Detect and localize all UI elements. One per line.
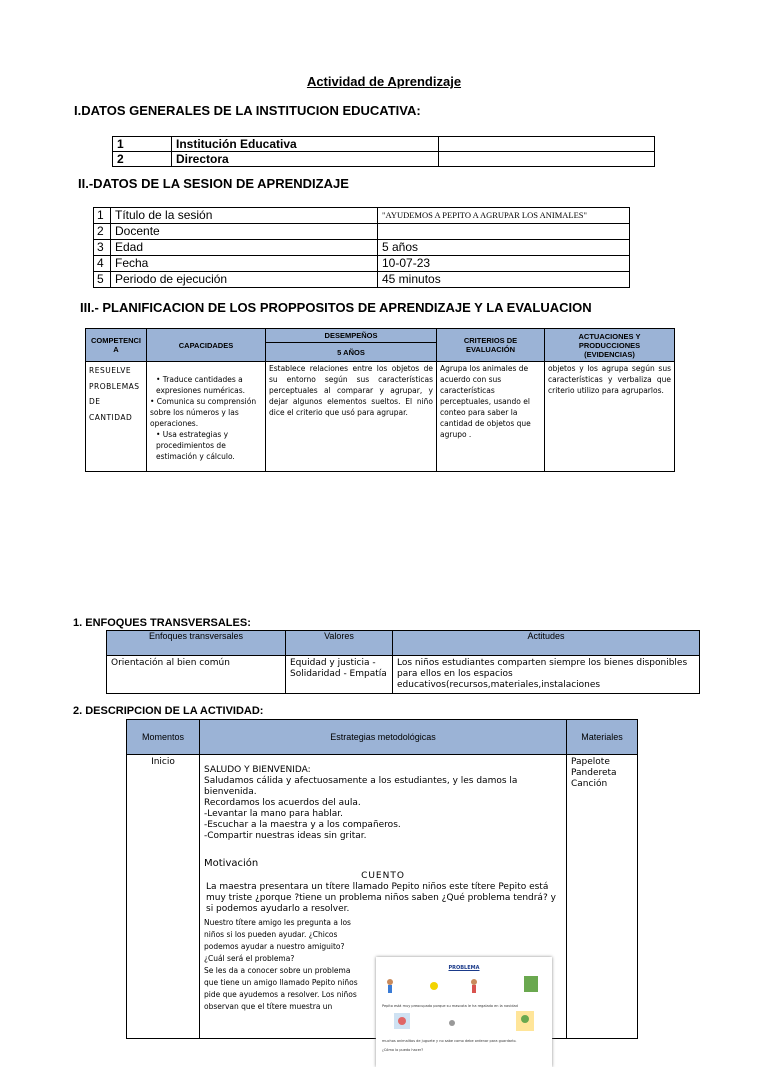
row-value: 45 minutos (378, 272, 630, 288)
row-number: 5 (94, 272, 111, 288)
competencia-line: DE (89, 397, 101, 406)
table-row (94, 224, 630, 240)
table-row (113, 137, 655, 152)
table-row (107, 656, 700, 694)
row-label: Directora (172, 152, 439, 167)
story-line: Se les da a conocer sobre un problema (204, 966, 351, 975)
strategy-line: Saludamos cálida y afectuosamente a los estudiantes, y les damos la bienvenida. (204, 776, 518, 797)
actitudes-cell: Los niños estudiantes comparten siempre los bienes disponibles para ellos en los espacios educativos(recursos,materiales,instalaciones (393, 656, 700, 694)
story-questions (204, 917, 376, 1013)
planning-table (85, 328, 675, 472)
criterio-cell: Agrupa los animales de acuerdo con sus características perceptuales, usando el conteo para saber la cantidad de objetos que agrupo . (437, 362, 545, 472)
competencia-line: CANTIDAD (89, 412, 133, 422)
problem-card-title: PROBLEMA (448, 965, 480, 971)
valores-cell: Equidad y justicia - Solidaridad - Empatía (286, 656, 393, 694)
row-label: Título de la sesión (111, 208, 378, 224)
problem-card-image (376, 957, 552, 1067)
story-line: Nuestro títere amigo les pregunta a los (204, 918, 351, 927)
table-row (113, 152, 655, 167)
row-value (439, 137, 655, 152)
header-momentos: Momentos (127, 720, 200, 755)
problem-illustration-top (376, 974, 552, 1004)
cuento-text: La maestra presentara un títere llamado Pepito niños este títere Pepito está muy triste ¿porque ?tiene un problema niños saben ¿Qué problema tendrá? y si podemos ayudarlo a resolver. (206, 882, 556, 914)
row-label: Fecha (111, 256, 378, 272)
header-desempenos: DESEMPEÑOS (266, 329, 437, 343)
table-row (86, 362, 675, 472)
strategy-line: SALUDO Y BIENVENIDA: (204, 765, 311, 775)
row-number: 3 (94, 240, 111, 256)
header-estrategias: Estrategias metodológicas (200, 720, 567, 755)
row-number: 1 (94, 208, 111, 224)
descripcion-heading: 2. DESCRIPCION DE LA ACTIVIDAD: (73, 705, 264, 717)
row-label: Periodo de ejecución (111, 272, 378, 288)
page-title: Actividad de Aprendizaje (306, 74, 462, 89)
story-line: niños si los pueden ayudar. ¿Chicos (204, 930, 338, 939)
strategy-line: -Levantar la mano para hablar. (204, 809, 344, 819)
material-item: Pandereta (571, 768, 617, 778)
momento-cell: Inicio (127, 755, 200, 1039)
capacidades-cell (147, 362, 266, 472)
header-criterios: CRITERIOS DE EVALUACIÓN (437, 329, 545, 362)
strategy-line: -Compartir nuestras ideas sin gritar. (204, 831, 367, 841)
header-actitudes: Actitudes (393, 631, 700, 656)
problem-illustration-middle (376, 1009, 552, 1039)
materiales-cell (567, 755, 638, 1039)
header-materiales: Materiales (567, 720, 638, 755)
row-value: "AYUDEMOS A PEPITO A AGRUPAR LOS ANIMALES" (378, 208, 630, 224)
row-value (378, 224, 630, 240)
strategy-line: Recordamos los acuerdos del aula. (204, 798, 361, 808)
row-label: Edad (111, 240, 378, 256)
problem-caption: muchos animalitos de juguete y no sabe como debe ordenar para guardarlo. (382, 1039, 517, 1043)
estrategias-cell (200, 755, 567, 1052)
header-row (127, 720, 638, 755)
problem-caption: Pepito está muy preocupado porque su mascota le ha regalado en la navidad (382, 1004, 518, 1008)
header-competencia: COMPETENCI A (86, 329, 147, 362)
competencia-cell (86, 362, 147, 472)
header-age: 5 AÑOS (266, 343, 437, 362)
general-data-table (112, 136, 655, 167)
material-item: Papelote (571, 757, 610, 767)
row-number: 1 (113, 137, 172, 152)
row-number: 4 (94, 256, 111, 272)
story-line: observan que el títere muestra un (204, 1002, 333, 1011)
header-enfoques: Enfoques transversales (107, 631, 286, 656)
actuacion-cell: objetos y los agrupa según sus características y verbaliza que criterio utilizo para agruparlos. (545, 362, 675, 472)
enfoques-table (106, 630, 700, 694)
strategy-line: -Escuchar a la maestra y a los compañeros. (204, 820, 401, 830)
row-label: Docente (111, 224, 378, 240)
problem-question: ¿Cómo lo puedo hacer? (382, 1048, 424, 1052)
section2-heading: II.-DATOS DE LA SESION DE APRENDIZAJE (78, 176, 349, 191)
story-line: pide que ayudemos a resolver. Los niños (204, 990, 357, 999)
material-item: Canción (571, 779, 608, 789)
row-value: 10-07-23 (378, 256, 630, 272)
header-actuaciones: ACTUACIONES Y PRODUCCIONES (EVIDENCIAS) (545, 329, 675, 362)
header-valores: Valores (286, 631, 393, 656)
section3-heading: III.- PLANIFICACION DE LOS PROPPOSITOS DE APRENDIZAJE Y LA EVALUACION (80, 300, 592, 315)
row-value: 5 años (378, 240, 630, 256)
table-row (94, 240, 630, 256)
row-number: 2 (94, 224, 111, 240)
story-line: ¿Cuál será el problema? (204, 954, 295, 963)
capacidad-item: • Usa estrategias y procedimientos de estimación y cálculo. (156, 430, 235, 461)
table-row (94, 256, 630, 272)
cuento-label: CUENTO (361, 871, 405, 881)
row-value (439, 152, 655, 167)
header-capacidades: CAPACIDADES (147, 329, 266, 362)
competencia-line: PROBLEMAS (89, 381, 140, 391)
motivacion-label: Motivación (204, 858, 259, 869)
table-row (94, 272, 630, 288)
row-number: 2 (113, 152, 172, 167)
competencia-line: RESUELVE (89, 366, 132, 375)
header-row (107, 631, 700, 656)
desempeno-cell: Establece relaciones entre los objetos de su entorno según sus características perceptuales al comparar y agrupar, y dejar algunos elementos sueltos. El niño dice el criterio que usó para agrupar. (266, 362, 437, 472)
section1-heading: I.DATOS GENERALES DE LA INSTITUCION EDUCATIVA: (74, 103, 421, 118)
table-row (94, 208, 630, 224)
story-line: que tiene un amigo llamado Pepito niños (204, 978, 358, 987)
descripcion-table (126, 719, 638, 1052)
story-line: podemos ayudar a nuestro amiguito? (204, 942, 345, 951)
header-row (86, 329, 675, 343)
capacidad-item: • Comunica su comprensión sobre los números y las operaciones. (150, 397, 257, 428)
capacidad-item: • Traduce cantidades a expresiones numéricas. (156, 375, 246, 395)
enfoques-heading: 1. ENFOQUES TRANSVERSALES: (73, 617, 251, 629)
table-row (127, 755, 638, 1039)
session-data-table (93, 207, 630, 288)
row-label: Institución Educativa (172, 137, 439, 152)
enfoque-cell: Orientación al bien común (107, 656, 286, 694)
